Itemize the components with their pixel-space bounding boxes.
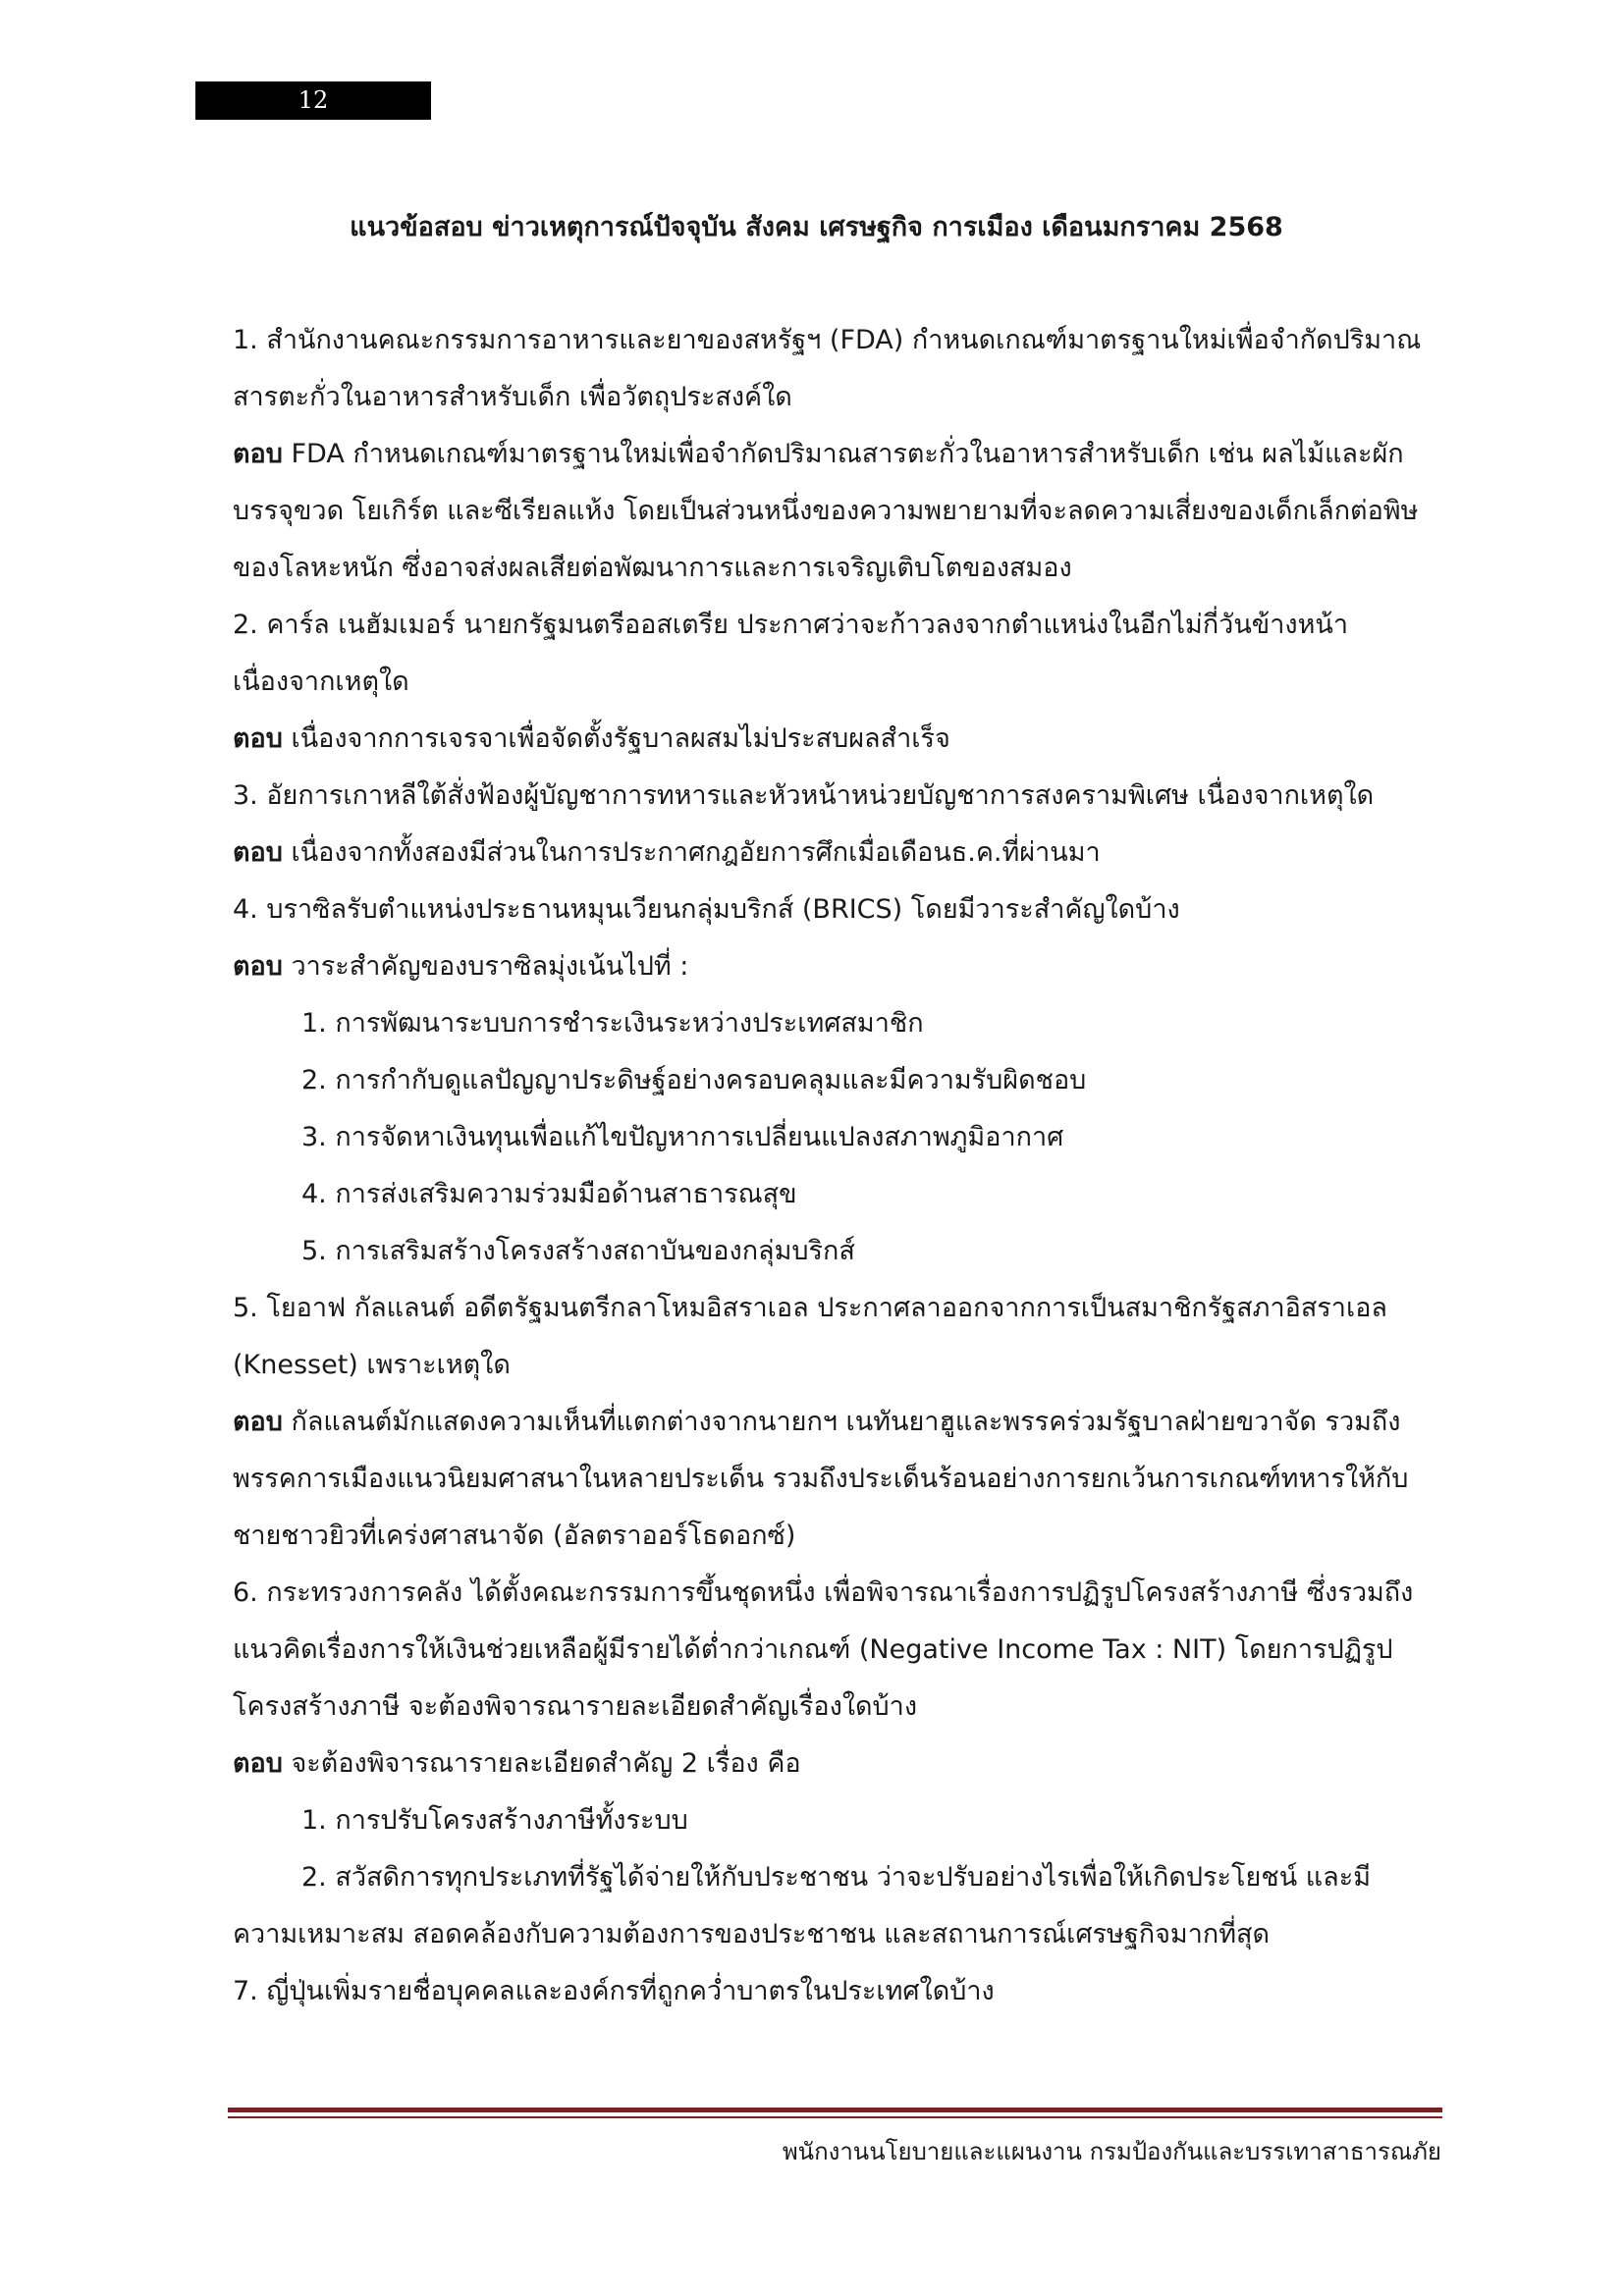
answer-1-line-2: บรรจุขวด โยเกิร์ต และซีเรียลแห้ง โดยเป็นส่วนหนึ่งของความพยายามที่จะลดความเสี่ยงของเด็กเล็กต่อพิษ bbox=[233, 496, 1419, 526]
answer-4-item-4: 4. การส่งเสริมความร่วมมือด้านสาธารณสุข bbox=[301, 1179, 797, 1209]
answer-label: ตอบ bbox=[233, 951, 283, 982]
answer-6-text: จะต้องพิจารณารายละเอียดสำคัญ 2 เรื่อง คือ bbox=[282, 1748, 801, 1779]
answer-3-text: เนื่องจากทั้งสองมีส่วนในการประกาศกฎอัยการศึกเมื่อเดือนธ.ค.ที่ผ่านมา bbox=[282, 837, 1101, 868]
answer-4-item-1: 1. การพัฒนาระบบการชำระเงินระหว่างประเทศสมาชิก bbox=[301, 1008, 924, 1039]
question-7-line-1: 7. ญี่ปุ่นเพิ่มรายชื่อบุคคลและองค์กรที่ถูกคว่ำบาตรในประเทศใดบ้าง bbox=[233, 1976, 995, 2006]
answer-1-line-1 bbox=[233, 426, 1440, 483]
answer-4-line-1 bbox=[233, 938, 1440, 995]
question-1-line-2: สารตะกั่วในอาหารสำหรับเด็ก เพื่อวัตถุประสงค์ใด bbox=[233, 382, 792, 412]
answer-5-line-2: พรรคการเมืองแนวนิยมศาสนาในหลายประเด็น รวมถึงประเด็นร้อนอย่างการยกเว้นการเกณฑ์ทหารให้กับ bbox=[233, 1464, 1409, 1494]
page-number-badge bbox=[195, 81, 431, 120]
footer-rule-thin bbox=[228, 2116, 1442, 2118]
answer-1-line-3: ของโลหะหนัก ซึ่งอาจส่งผลเสียต่อพัฒนาการและการเจริญเติบโตของสมอง bbox=[233, 553, 1072, 583]
answer-label: ตอบ bbox=[233, 1748, 283, 1779]
answer-5-line-3: ชายชาวยิวที่เคร่งศาสนาจัด (อัลตราออร์โธดอกซ์) bbox=[233, 1521, 796, 1551]
answer-label: ตอบ bbox=[233, 723, 283, 754]
answer-1-text: FDA กำหนดเกณฑ์มาตรฐานใหม่เพื่อจำกัดปริมาณสารตะกั่วในอาหารสำหรับเด็ก เช่น ผลไม้และผัก bbox=[282, 439, 1404, 469]
question-2-line-1: 2. คาร์ล เนฮัมเมอร์ นายกรัฐมนตรีออสเตรีย ประกาศว่าจะก้าวลงจากตำแหน่งในอีกไม่กี่วันข้างหน้า bbox=[233, 610, 1349, 640]
question-3-line-1: 3. อัยการเกาหลีใต้สั่งฟ้องผู้บัญชาการทหารและหัวหน้าหน่วยบัญชาการสงครามพิเศษ เนื่องจากเหตุใด bbox=[233, 780, 1375, 811]
answer-4-item-3: 3. การจัดหาเงินทุนเพื่อแก้ไขปัญหาการเปลี่ยนแปลงสภาพภูมิอากาศ bbox=[301, 1122, 1064, 1152]
answer-6-item-2-cont: ความเหมาะสม สอดคล้องกับความต้องการของประชาชน และสถานการณ์เศรษฐกิจมากที่สุด bbox=[233, 1919, 1271, 1949]
answer-2-line-1 bbox=[233, 711, 1440, 768]
answer-4-item-2: 2. การกำกับดูแลปัญญาประดิษฐ์อย่างครอบคลุมและมีความรับผิดชอบ bbox=[301, 1065, 1087, 1095]
question-6-line-2: แนวคิดเรื่องการให้เงินช่วยเหลือผู้มีรายได้ต่ำกว่าเกณฑ์ (Negative Income Tax : NIT) โดยการปฏิรูป bbox=[233, 1634, 1393, 1665]
answer-3-line-1 bbox=[233, 825, 1440, 881]
question-5-line-1: 5. โยอาฟ กัลแลนต์ อดีตรัฐมนตรีกลาโหมอิสราเอล ประกาศลาออกจากการเป็นสมาชิกรัฐสภาอิสราเอล bbox=[233, 1293, 1387, 1323]
answer-4-item-5: 5. การเสริมสร้างโครงสร้างสถาบันของกลุ่มบริกส์ bbox=[301, 1236, 855, 1266]
document-title: แนวข้อสอบ ข่าวเหตุการณ์ปัจจุบัน สังคม เศรษฐกิจ การเมือง เดือนมกราคม 2568 bbox=[350, 212, 1283, 242]
question-5-line-2: (Knesset) เพราะเหตุใด bbox=[233, 1350, 511, 1380]
answer-5-line-1 bbox=[233, 1394, 1440, 1451]
answer-label: ตอบ bbox=[233, 837, 283, 868]
question-6-line-3: โครงสร้างภาษี จะต้องพิจารณารายละเอียดสำคัญเรื่องใดบ้าง bbox=[233, 1691, 918, 1722]
question-1-line-1: 1. สำนักงานคณะกรรมการอาหารและยาของสหรัฐฯ (FDA) กำหนดเกณฑ์มาตรฐานใหม่เพื่อจำกัดปริมาณ bbox=[233, 325, 1422, 355]
answer-label: ตอบ bbox=[233, 439, 283, 469]
page-number: 12 bbox=[298, 86, 329, 114]
answer-5-text: กัลแลนต์มักแสดงความเห็นที่แตกต่างจากนายกฯ เนทันยาฮูและพรรคร่วมรัฐบาลฝ่ายขวาจัด รวมถึง bbox=[282, 1407, 1401, 1437]
answer-6-line-1 bbox=[233, 1735, 1440, 1792]
answer-4-text: วาระสำคัญของบราซิลมุ่งเน้นไปที่ : bbox=[282, 951, 689, 982]
footer-rule bbox=[228, 2108, 1442, 2112]
question-4-line-1: 4. บราซิลรับตำแหน่งประธานหมุนเวียนกลุ่มบริกส์ (BRICS) โดยมีวาระสำคัญใดบ้าง bbox=[233, 894, 1180, 925]
answer-6-item-2: 2. สวัสดิการทุกประเภทที่รัฐได้จ่ายให้กับประชาชน ว่าจะปรับอย่างไรเพื่อให้เกิดประโยชน์ และมี bbox=[301, 1862, 1371, 1893]
question-6-line-1: 6. กระทรวงการคลัง ได้ตั้งคณะกรรมการขึ้นชุดหนึ่ง เพื่อพิจารณาเรื่องการปฏิรูปโครงสร้างภาษี ซึ่งรวมถึง bbox=[233, 1577, 1414, 1608]
footer-department: พนักงานนโยบายและแผนงาน กรมป้องกันและบรรเทาสาธารณภัย bbox=[782, 2138, 1441, 2165]
question-2-line-2: เนื่องจากเหตุใด bbox=[233, 667, 409, 697]
answer-2-text: เนื่องจากการเจรจาเพื่อจัดตั้งรัฐบาลผสมไม่ประสบผลสำเร็จ bbox=[282, 723, 950, 754]
answer-6-item-1: 1. การปรับโครงสร้างภาษีทั้งระบบ bbox=[301, 1805, 688, 1836]
document-body bbox=[233, 312, 1440, 2020]
answer-label: ตอบ bbox=[233, 1407, 283, 1437]
